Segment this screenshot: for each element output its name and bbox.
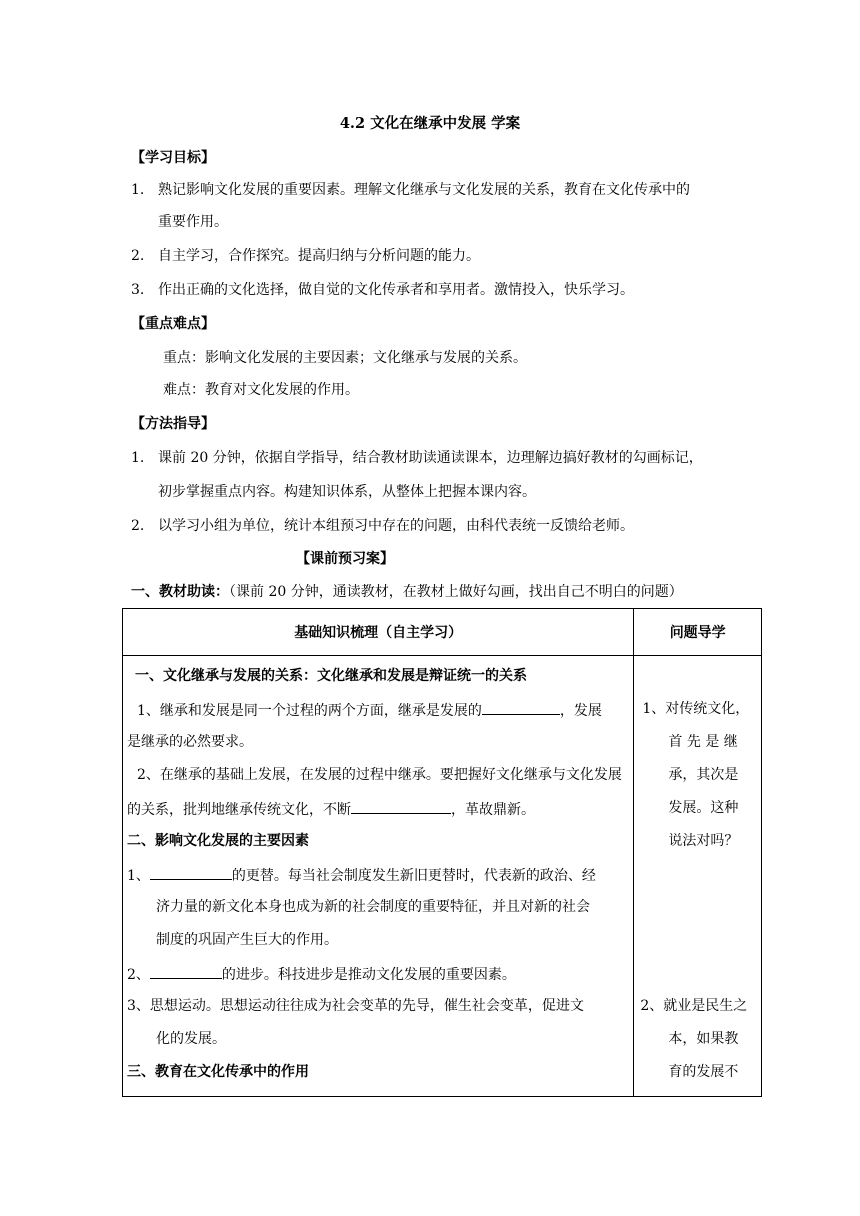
question-2-line3: 育的发展不 [668, 1064, 739, 1080]
point-2-line2 [127, 798, 535, 820]
table-body-row [123, 656, 762, 1097]
blank-3[interactable] [150, 864, 232, 880]
point-1-text-a: 1、继承和发展是同一个过程的两个方面，继承是发展的 [137, 703, 482, 719]
question-1-line5: 说法对吗？ [668, 833, 739, 849]
question-1-line1: 1、对传统文化， [642, 701, 750, 717]
difficulty-text: 难点：教育对文化发展的作用。 [163, 382, 359, 398]
factor-1-num: 1、 [127, 868, 150, 884]
reading-note: （课前 20 分钟，通读教材，在教材上做好勾画，找出自己不明白的问题） [229, 584, 683, 600]
method-1-num: 1. [131, 450, 145, 466]
factor-1-line2: 济力量的新文化本身也成为新的社会制度的重要特征，并且对新的社会 [156, 899, 590, 915]
goals-heading: 【学习目标】 [131, 150, 215, 166]
method-1-line1: 课前 20 分钟，依据自学指导，结合教材助读通读课本，边理解边搞好教材的勾画标记， [158, 450, 703, 466]
factor-3-line2: 化的发展。 [156, 1031, 226, 1047]
section-2-heading: 二、影响文化发展的主要因素 [127, 833, 309, 849]
blank-2[interactable] [351, 798, 451, 814]
goal-2-num: 2. [131, 248, 145, 264]
focus-text: 重点：影响文化发展的主要因素；文化继承与发展的关系。 [163, 350, 527, 366]
factor-2-text: 的进步。科技进步是推动文化发展的重要因素。 [221, 967, 516, 983]
question-2-line2: 本，如果教 [668, 1031, 739, 1047]
knowledge-table [122, 608, 762, 1097]
method-2-num: 2. [131, 518, 145, 534]
question-1-line2: 首 先 是 继 [668, 734, 738, 750]
goal-1-num: 1. [131, 182, 145, 198]
goal-2-line1: 自主学习，合作探究。提高归纳与分析问题的能力。 [158, 248, 480, 264]
question-cell [634, 656, 762, 1097]
goal-3-line1: 作出正确的文化选择，做自觉的文化传承者和享用者。激情投入，快乐学习。 [158, 282, 634, 298]
factor-2-line1 [127, 963, 516, 985]
preview-heading: 【课前预习案】 [296, 551, 394, 567]
point-2-text-b: ，革故鼎新。 [451, 802, 535, 818]
question-2-line1: 2、就业是民生之 [640, 998, 748, 1014]
factor-3-line1: 3、思想运动。思想运动往往成为社会变革的先导，催生社会变革，促进文 [127, 998, 584, 1014]
factor-1-line1 [127, 864, 596, 886]
blank-1[interactable] [482, 699, 560, 715]
factor-2-num: 2、 [127, 967, 150, 983]
question-1-line3: 承，其次是 [668, 767, 739, 783]
question-1-line4: 发展。这种 [668, 800, 739, 816]
method-1-line2: 初步掌握重点内容。构建知识体系，从整体上把握本课内容。 [158, 484, 536, 500]
reading-line [131, 582, 683, 602]
knowledge-cell [123, 656, 634, 1097]
methods-heading: 【方法指导】 [131, 416, 215, 432]
point-1-text-b: ，发展 [559, 703, 602, 719]
table-header-row [123, 609, 762, 656]
goal-3-num: 3. [131, 282, 145, 298]
point-2-text-a: 的关系，批判地继承传统文化，不断 [127, 802, 351, 818]
section-1-heading: 一、文化继承与发展的关系：文化继承和发展是辩证统一的关系 [135, 668, 527, 684]
page-title: 4.2 文化在继承中发展 学案 [339, 115, 521, 132]
point-1-line1 [137, 699, 602, 721]
section-3-heading: 三、教育在文化传承中的作用 [127, 1064, 309, 1080]
factor-1-line3: 制度的巩固产生巨大的作用。 [156, 932, 338, 948]
col2-header: 问题导学 [634, 609, 762, 656]
col1-header: 基础知识梳理（自主学习） [123, 609, 634, 656]
key-points-heading: 【重点难点】 [131, 316, 215, 332]
reading-label: 一、教材助读： [131, 584, 229, 600]
method-2-line1: 以学习小组为单位，统计本组预习中存在的问题，由科代表统一反馈给老师。 [158, 518, 634, 534]
factor-1-text: 的更替。每当社会制度发生新旧更替时，代表新的政治、经 [231, 868, 596, 884]
goal-1-line1: 熟记影响文化发展的重要因素。理解文化继承与文化发展的关系，教育在文化传承中的 [158, 182, 690, 198]
point-2-line1: 2、在继承的基础上发展，在发展的过程中继承。要把握好文化继承与文化发展 [137, 767, 622, 783]
blank-4[interactable] [150, 963, 222, 979]
goal-1-line2: 重要作用。 [158, 214, 228, 230]
point-1-line2: 是继承的必然要求。 [127, 734, 253, 750]
